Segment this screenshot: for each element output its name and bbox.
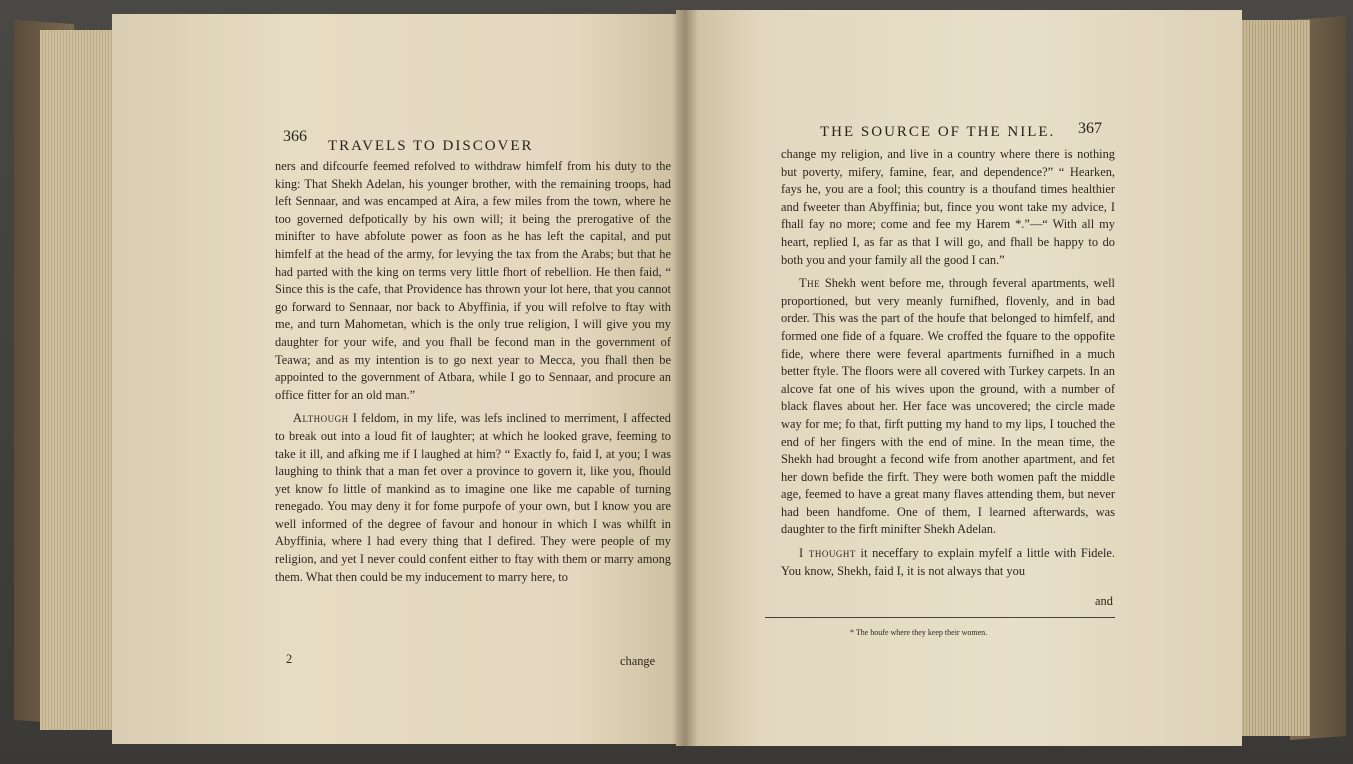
left-paragraph-2-text: I feldom, in my life, was lefs inclined to merriment, I affected to break out into a loud fit of laughter; at which he looked grave, feeming to take it ill, and afking me if I laughed at him? “ Exactly fo, faid I, at you; I was laughing to think that a man fet over a province to govern it, like you, fhould yet know fo little of mankind as to imagine one like me capable of turning renegado. You may deny it for fome purpofe of your own, but I know you are well informed of the degree of favour and honour in which I was whilft in Abyffinia, where I had every thing that I defired. They were people of my religion, and yet I never could confent either to ftay with them or marry among them. What then could be my inducement to marry here, to (275, 411, 671, 584)
left-paragraph-2-lead: Although (293, 411, 349, 426)
right-paragraph-2-text: Shekh went before me, through feveral apartments, well proportioned, but very meanly furnifhed, flovenly, and in bad order. This was the part of the houfe that belonged to himfelf, and formed one fide of a fquare. We croffed the fquare to the oppofite fide, where there were feveral apartments furnifhed in a much better ftyle. The floors were all covered with Turkey carpets. In an alcove fat one of his wives upon the ground, with a number of black flaves about her. Her face was uncovered; the circle made way for me; fo that, firft putting my hand to my lips, I touched the end of her fingers with the end of mine. In the mean time, the Shekh had brought a fecond wife from another apartment, and fet her down befide the firft. They were both women paft the middle age, feemed to have a great many flaves attending them, but never had been handfome. One of them, I learned afterwards, was daughter to the firft minifter Shekh Adelan. (781, 276, 1115, 537)
right-paragraph-2 (781, 275, 1115, 539)
left-paragraph-1: ners and difcourfe feemed refolved to withdraw himfelf from his duty to the king: That Shekh Adelan, his younger brother, with the remaining troops, had left Sennaar, and was encamped at Aira, a few miles from the town, where he too governed defpotically by his own will; it being the prerogative of the minifter to have abfolute power as foon as he has left the capital, and put himfelf at the head of the army, for levying the tax from the Arabs; but that he had parted with the king on terms very little fhort of rebellion. He then faid, “ Since this is the cafe, that Providence has thrown your lot here, that you cannot go forward to Sennaar, nor back to Abyffinia, if you will refolve to ftay with me, and turn Mahometan, which is the only true religion, I will give you my daughter for your wife, and you fhall be fecond man in the government of Teawa; and as my intention is to go next year to Mecca, you fhall then be appointed to the government of Atbara, while I go to Sennaar, and procure an office fitter for an old man.” (275, 159, 671, 402)
right-paragraph-1: change my religion, and live in a country where there is nothing but poverty, mifery, famine, fear, and dependence?” “ Hearken, fays he, you are a fool; this country is a thoufand times healthier and fweeter than Abyffinia; but, fince you wont take my advice, I fhall fay no more; come and fee my Harem *.”—“ With all my heart, replied I, as far as that I will go, and fhall be happy to do both you and your family all the good I can.” (781, 147, 1115, 267)
footnote: * The houfe where they keep their women. (850, 628, 988, 637)
page-edges-right (1232, 20, 1310, 736)
left-page-body (275, 158, 671, 586)
right-paragraph-3 (781, 545, 1115, 580)
footnote-rule (765, 617, 1115, 618)
right-page-number: 367 (1078, 120, 1102, 137)
right-paragraph-2-lead: The (799, 276, 821, 291)
left-catchword: change (620, 654, 656, 668)
right-running-head: THE SOURCE OF THE NILE. (820, 124, 1056, 140)
book-gutter (672, 10, 698, 746)
left-signature-mark: 2 (286, 652, 293, 666)
left-paragraph-2 (275, 410, 671, 586)
left-page-number: 366 (283, 128, 307, 145)
right-paragraph-3-text: it neceffary to explain myfelf a little with Fidele. You know, Shekh, faid I, it is not always that you (781, 546, 1115, 578)
right-catchword: and (1095, 594, 1113, 608)
right-paragraph-3-lead: I thought (799, 546, 856, 561)
right-page-body (781, 146, 1115, 580)
left-running-head: TRAVELS TO DISCOVER (328, 138, 534, 154)
page-edges-left (40, 30, 120, 730)
